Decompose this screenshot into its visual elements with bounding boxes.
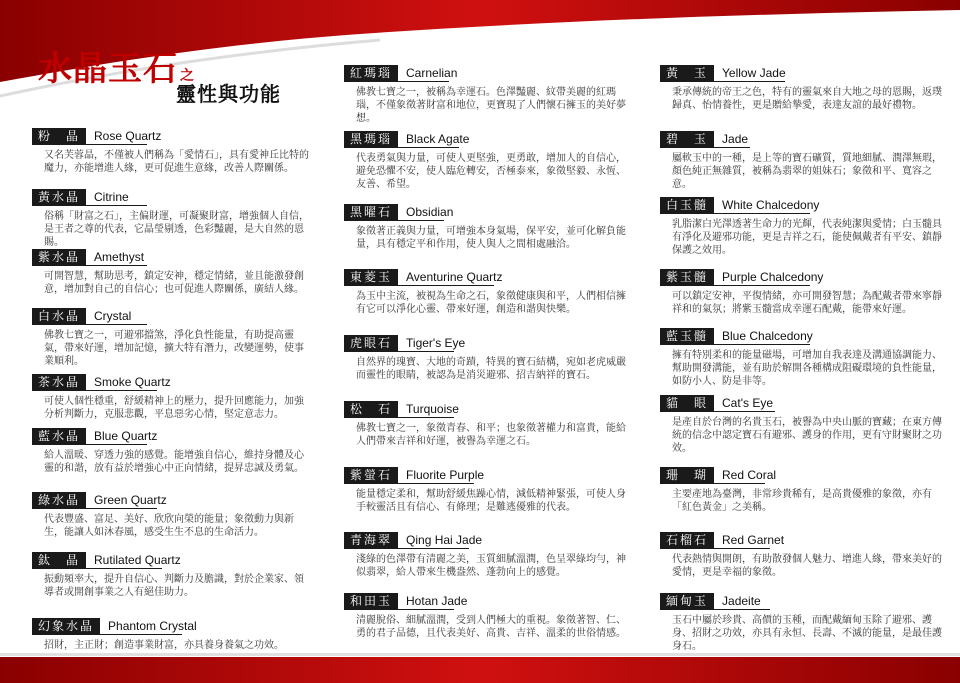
gem-tag: 藍水晶 [32, 428, 86, 444]
gem-description: 擁有特別柔和的能量磁場，可增加自我表達及溝通協調能力、幫助開發溝能，並有助於解開各種構成阻礙環境的負性能量，如防小人、防是非等。 [672, 350, 942, 387]
gem-tag: 石榴石 [660, 532, 714, 548]
gem-description: 招財，主正財；創造事業財富，亦具養身養氣之功效。 [44, 640, 284, 651]
gem-entry [344, 531, 629, 579]
gem-entry [32, 307, 312, 368]
gem-entry [660, 268, 945, 316]
gem-tag: 黃水晶 [32, 189, 86, 205]
gem-english-name: Black Agate [406, 132, 470, 146]
gem-tag: 粉 晶 [32, 128, 86, 144]
gem-english-name: Fluorite Purple [406, 468, 485, 482]
gem-english-name: Blue Chalcedony [722, 329, 813, 343]
gem-entry [32, 617, 312, 652]
gem-description: 主要產地為臺灣，非常珍貴稀有，是高貴優雅的象徵，亦有「紅色黃金」之美稱。 [672, 489, 932, 513]
bottom-red-band [0, 653, 960, 683]
gem-english-name: Citrine [94, 190, 129, 204]
gem-tag: 碧 玉 [660, 131, 714, 147]
gem-english-name: Purple Chalcedony [722, 270, 824, 284]
gem-entry [344, 334, 629, 382]
gem-tag: 松 石 [344, 401, 398, 417]
gem-tag: 紫螢石 [344, 467, 398, 483]
gem-entry [660, 130, 945, 191]
gem-entry [32, 427, 312, 475]
gem-tag: 青海翠 [344, 532, 398, 548]
gem-tag: 虎眼石 [344, 335, 398, 351]
gem-tag: 茶水晶 [32, 374, 86, 390]
gem-entry [344, 268, 629, 316]
gem-description: 清麗脫俗、細膩溫潤，受到人們極大的重視。象徵著智、仁、勇的君子品德，且代表美好、高貴、吉祥、溫柔的世俗情感。 [356, 615, 626, 639]
gem-description: 象徵著正義與力量，可增強本身氣場，保平安，並可化解負能量，具有穩定平和作用，使人與人之間相處融洽。 [356, 226, 626, 250]
gem-tag: 珊 瑚 [660, 467, 714, 483]
gem-description: 佛教七寶之一，象徵青春、和平；也象徵著權力和富貴，能給人們帶來吉祥和好運，被譽為幸運之石。 [356, 423, 626, 447]
gem-english-name: Carnelian [406, 66, 458, 80]
gem-tag: 鈦 晶 [32, 552, 86, 568]
title-particle: 之 [180, 68, 195, 84]
gem-entry [660, 394, 945, 455]
gem-tag: 和田玉 [344, 593, 398, 609]
gem-english-name: Green Quartz [94, 493, 167, 507]
gem-entry [344, 130, 629, 191]
gem-english-name: Turquoise [406, 402, 459, 416]
gem-english-name: Jade [722, 132, 749, 146]
gem-entry [32, 373, 312, 421]
gem-entry [32, 248, 312, 296]
gem-entry [32, 491, 312, 539]
gem-description: 可以鎮定安神，平復情緒，亦可開發智慧；為配戴者帶來寧靜祥和的氣氛；將紫玉髓當成幸運石配戴，能帶來好運。 [672, 291, 942, 315]
gem-description: 可開智慧，幫助思考，鎮定安神，穩定情緒，並且能激發創意，增加對自己的自信心；也可促進人際關係，廣結人緣。 [44, 271, 304, 295]
gem-description: 能量穩定柔和，幫助舒緩焦躁心情，減低精神緊張，可使人身手較靈活且有信心、有條理；是難逃優雅的代表。 [356, 489, 626, 513]
gem-english-name: Yellow Jade [722, 66, 786, 80]
gem-english-name: Rose Quartz [94, 129, 162, 143]
gem-description: 自然界的瑰寶、大地的奇蹟，特異的寶石結構，宛如老虎威嚴而靈性的眼睛，被認為是消災避邪、招吉納祥的寶石。 [356, 357, 626, 381]
gem-entry [344, 466, 629, 514]
gem-description: 屬軟玉中的一種，是上等的寶石礦質，質地細膩、潤澤無瑕，顏色純正無雜質，被稱為翡翠的姐妹石；象徵和平、寬容之意。 [672, 153, 942, 190]
gem-tag: 幻象水晶 [32, 618, 100, 634]
title-text: 水晶玉石 [38, 49, 178, 89]
gem-english-name: Red Coral [722, 468, 777, 482]
gem-description: 代表熱情與開朗，有助散發個人魅力、增進人緣，帶來美好的愛情，更是幸福的象徵。 [672, 554, 942, 578]
gem-description: 佛教七寶之一，可避邪擋煞，淨化負性能量，有助提高靈氣，帶來好運，增加記憶，擴大特有潛力，改變運勢，使事業順利。 [44, 330, 304, 367]
gem-description: 可使人個性穩重，舒緩精神上的壓力，提升回應能力，加強分析判斷力，克服悲觀，平息惡劣心情，堅定意志力。 [44, 396, 304, 420]
gem-description: 給人溫暖、穿透力強的感覺。能增強自信心，維持身體及心靈的和諧，放有益於增強心中正向情緒，提昇忠誠及勇氣。 [44, 450, 304, 474]
gem-english-name: Obsidian [406, 205, 454, 219]
gem-entry [660, 466, 945, 514]
gem-english-name: Phantom Crystal [108, 619, 197, 633]
gem-tag: 紫水晶 [32, 249, 86, 265]
gem-entry [660, 64, 945, 112]
gem-english-name: Rutilated Quartz [94, 553, 181, 567]
gem-tag: 紅瑪瑙 [344, 65, 398, 81]
gem-entry [344, 64, 629, 125]
gem-english-name: Tiger's Eye [406, 336, 466, 350]
gem-tag: 白水晶 [32, 308, 86, 324]
gem-description: 淺綠的色澤帶有清麗之美，玉質細膩溫潤，色呈翠綠均勻，神似翡翠，給人帶來生機盎然、蓬勃向上的感覺。 [356, 554, 626, 578]
main-title [38, 49, 195, 89]
gem-entry [660, 327, 945, 388]
gem-entry [32, 188, 312, 249]
gem-entry [344, 592, 629, 640]
gem-english-name: Blue Quartz [94, 429, 158, 443]
gem-description: 又名芙蓉晶，不僅被人們稱為「愛情石」，具有愛神丘比特的魔力，亦能增進人緣，更可促進生意緣，改善人際關係。 [44, 150, 309, 174]
gem-tag: 黃 玉 [660, 65, 714, 81]
gem-tag: 藍玉髓 [660, 328, 714, 344]
gem-tag: 東菱玉 [344, 269, 398, 285]
gem-tag: 黑曜石 [344, 204, 398, 220]
gem-description: 代表豐盛、富足、美好、欣欣向榮的能量；象徵動力與新生，能讓人如沐春風，感受生生不息的生命活力。 [44, 514, 294, 538]
gem-entry [660, 196, 945, 257]
gem-english-name: Crystal [94, 309, 132, 323]
gem-description: 秉承傳統的帝王之色，特有的靈氣來自大地之母的恩賜，返璞歸真、怡情養性，更是贈給摯愛，表達友誼的最好禮物。 [672, 87, 942, 111]
gem-tag: 紫玉髓 [660, 269, 714, 285]
gem-english-name: Smoke Quartz [94, 375, 171, 389]
gem-english-name: Amethyst [94, 250, 145, 264]
gem-english-name: Jadeite [722, 594, 761, 608]
gem-description: 佛教七寶之一，被稱為幸運石。色澤豔麗、紋帶美麗的紅瑪瑙，不僅象徵著財富和地位，更寶現了人們懷石擁玉的美好夢想。 [356, 87, 626, 124]
gem-entry [344, 203, 629, 251]
gem-description: 是產自於台灣的名貴玉石，被譽為中央山脈的寶藏；在東方傳統的信念中認定寶石有避邪、護身的作用，更有守財聚財之功效。 [672, 417, 942, 454]
gem-english-name: Hotan Jade [406, 594, 468, 608]
gem-english-name: Aventurine Quartz [406, 270, 503, 284]
gem-english-name: Cat's Eye [722, 396, 773, 410]
gem-tag: 白玉髓 [660, 197, 714, 213]
gem-tag: 緬甸玉 [660, 593, 714, 609]
gem-description: 為玉中主流，被視為生命之石，象徵健康與和平，人們相信擁有它可以淨化心靈、帶來好運，創造和諧與快樂。 [356, 291, 626, 315]
gem-english-name: White Chalcedony [722, 198, 820, 212]
subtitle: 靈性與功能 [176, 82, 281, 106]
gem-tag: 黑瑪瑙 [344, 131, 398, 147]
gem-entry [344, 400, 629, 448]
gem-english-name: Qing Hai Jade [406, 533, 483, 547]
gem-tag: 貓 眼 [660, 395, 714, 411]
gem-description: 乳脂潔白光澤透著生命力的光輝，代表純潔與愛情；白玉髓具有淨化及避邪功能，更是吉祥之石，能使佩戴者有平安、鎮靜保護之效用。 [672, 219, 942, 256]
gem-description: 玉石中屬於珍貴、高價的玉種，而配戴緬甸玉除了避邪、護身、招財之功效，亦具有永恒、長壽、不滅的能量，是最佳護身石。 [672, 615, 942, 652]
gem-english-name: Red Garnet [722, 533, 785, 547]
gem-tag: 綠水晶 [32, 492, 86, 508]
gem-entry [660, 531, 945, 579]
gem-description: 代表勇氣與力量，可使人更堅強，更勇敢，增加人的自信心，避免恐懼不安，使人臨危轉安，否極泰來，象徵堅毅、永恆、友善、希望。 [356, 153, 626, 190]
gem-entry [32, 551, 312, 599]
gem-description: 振動頻率大，提升自信心、判斷力及膽識，對於企業家、領導者或開創事業之人有絕佳助力。 [44, 574, 304, 598]
gem-entry [32, 127, 312, 175]
gem-entry [660, 592, 945, 653]
gem-description: 俗稱「財富之石」，主偏財運，可凝聚財富，增強個人自信，是王者之尊的代表，它晶瑩剔透，色彩豔麗，是大自然的恩賜。 [44, 211, 309, 248]
